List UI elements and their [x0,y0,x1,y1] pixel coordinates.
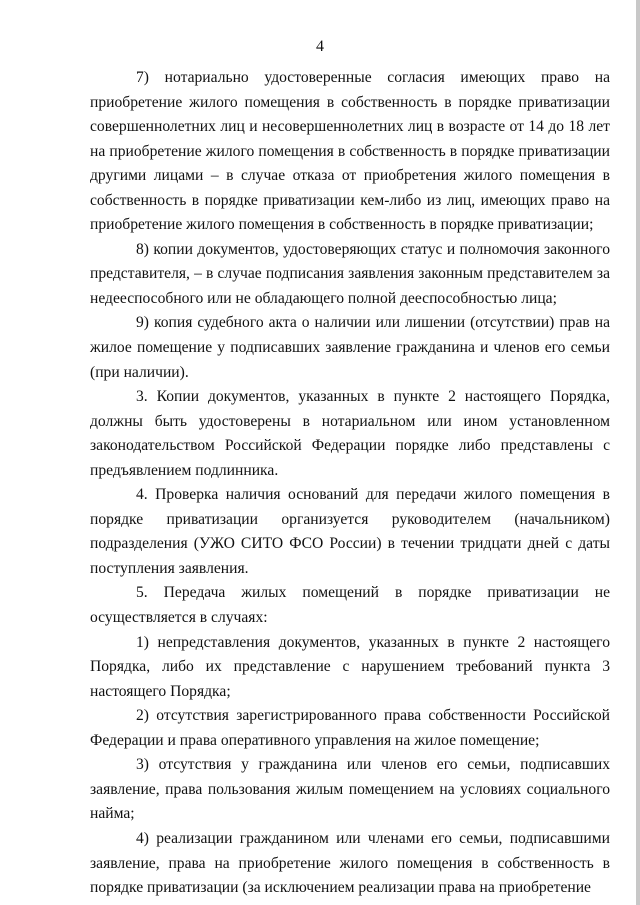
paragraph-item-8: 8) копии документов, удостоверяющих статус и полномочия законного представителя, – в случае подписания заявления законным представителем за недееспособного или не обладающего полной дееспособностью лица; [90,240,610,307]
paragraph-clause-4: 4. Проверка наличия оснований для передачи жилого помещения в порядке приватизации организуется руководителем (начальником) подразделения (УЖО СИТО ФСО России) в течении тридцати дней с даты поступления заявления. [90,486,610,577]
paragraph-subitem-3: 3) отсутствия у гражданина или членов его семьи, подписавших заявление, права пользования жилым помещением на условиях социального найма; [90,756,610,823]
paragraph-clause-3: 3. Копии документов, указанных в пункте 2 настоящего Порядка, должны быть удостоверены в нотариальном или ином установленном законодательством Российской Федерации порядке либо представлены с предъявлением подлинника. [90,388,610,479]
page-edge-shadow [636,0,640,905]
paragraph-subitem-2: 2) отсутствия зарегистрированного права собственности Российской Федерации и права оперативного управления на жилое помещение; [90,707,610,749]
paragraph-clause-5: 5. Передача жилых помещений в порядке приватизации не осуществляется в случаях: [90,584,610,627]
paragraph-item-9: 9) копия судебного акта о наличии или лишении (отсутствии) прав на жилое помещение у подписавших заявление гражданина и членов его семьи (при наличии). [90,314,610,381]
page-number: 4 [316,38,324,55]
paragraph-item-7: 7) нотариально удостоверенные согласия имеющих право на приобретение жилого помещения в собственность в порядке приватизации совершеннолетних лиц и несовершеннолетних лиц в возрасте от 14 до 18 лет на приобретение жилого помещения в собственность в порядке приватизации другими лицами – в случае отказа от приобретения жилого помещения в собственность в порядке приватизации кем-либо из лиц, имеющих право на приобретение жилого помещения в собственность в порядке приватизации; [90,69,610,234]
paragraph-subitem-4: 4) реализации гражданином или членами его семьи, подписавшими заявление, права на приобретение жилого помещения в собственность в порядке приватизации (за исключением реализации права на приобретение [90,829,610,897]
paragraph-subitem-1: 1) непредставления документов, указанных в пункте 2 настоящего Порядка, либо их представление с нарушением требований пункта 3 настоящего Порядка; [90,633,610,700]
document-body [90,66,610,901]
